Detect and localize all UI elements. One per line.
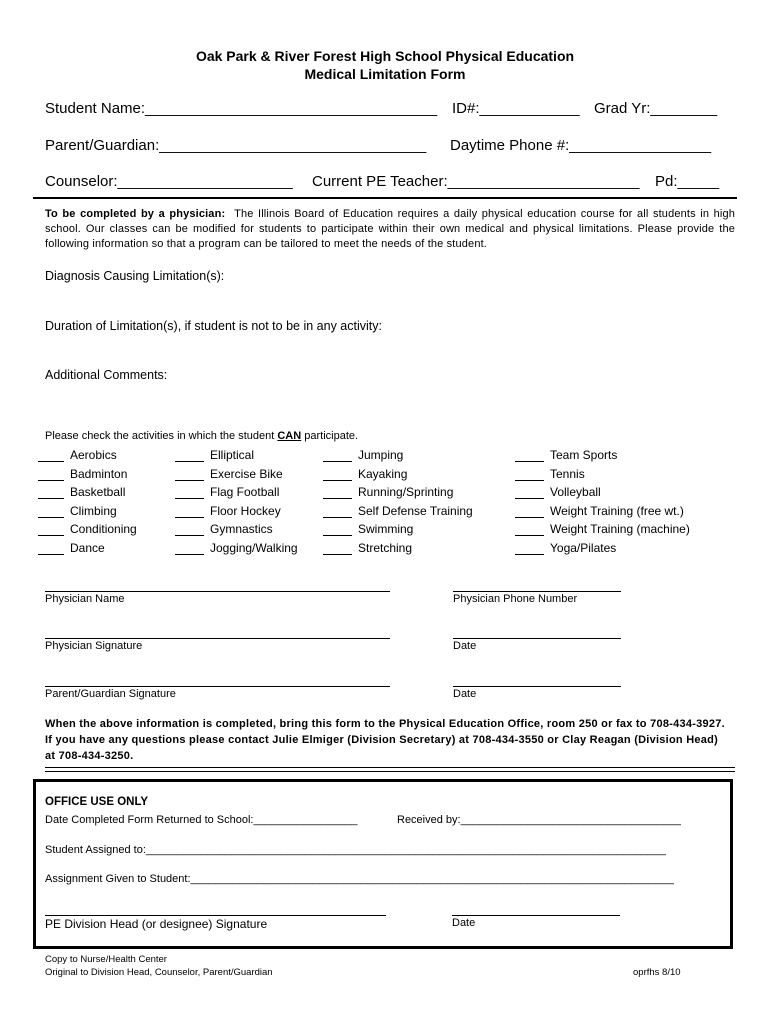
activity-checkbox-line[interactable] xyxy=(38,498,64,499)
copy-line-1: Copy to Nurse/Health Center xyxy=(45,954,167,965)
physician-instructions xyxy=(45,207,735,252)
date-line-2[interactable] xyxy=(453,686,621,687)
activity-checkbox-line[interactable] xyxy=(38,517,64,518)
activity-label: Self Defense Training xyxy=(358,503,473,518)
activity-label: Weight Training (machine) xyxy=(550,522,690,536)
activity-label: Team Sports xyxy=(550,448,618,462)
date-line-1[interactable] xyxy=(453,638,621,639)
activity-checkbox-line[interactable] xyxy=(515,461,544,462)
submission-notice: When the above information is completed, bring this form to the Physical Education Office, room 250 or fax to 708-434-3927. If you have any questions please contact Julie Elmiger (Division Secretary) at 708-434-3550 or Clay Reagan (Division Head) at 708-434-3250. xyxy=(45,718,725,762)
diagnosis-label[interactable]: Diagnosis Causing Limitation(s): xyxy=(45,269,225,283)
division-head-signature-line[interactable] xyxy=(45,915,386,916)
activity-label: Exercise Bike xyxy=(210,466,283,481)
office-date-line[interactable] xyxy=(452,915,620,916)
activity-label: Yoga/Pilates xyxy=(550,540,617,555)
prompt-emphasis: CAN xyxy=(277,430,302,442)
activity-label: Elliptical xyxy=(210,448,255,462)
student-assigned-field[interactable]: Student Assigned to:_____________________________________________________________________________________ xyxy=(45,844,666,856)
section-divider xyxy=(33,197,737,199)
activity-checkbox-line[interactable] xyxy=(323,554,352,555)
date-label-1: Date xyxy=(453,640,477,652)
physician-signature-line[interactable] xyxy=(45,638,390,639)
divider-line-2 xyxy=(45,771,735,772)
activity-checkbox-line[interactable] xyxy=(175,554,204,555)
activity-label: Volleyball xyxy=(550,485,601,499)
copy-line-2: Original to Division Head, Counselor, Parent/Guardian xyxy=(45,967,273,978)
physician-name-line[interactable] xyxy=(45,591,390,592)
activity-checkbox-line[interactable] xyxy=(38,535,64,536)
activity-label: Jumping xyxy=(358,448,404,462)
division-head-signature-label: PE Division Head (or designee) Signature xyxy=(45,917,268,931)
activity-label: Kayaking xyxy=(358,466,408,481)
activity-checkbox-line[interactable] xyxy=(323,535,352,536)
form-title: Oak Park & River Forest High School Physical Education xyxy=(195,48,575,64)
date-label-2: Date xyxy=(453,688,477,700)
grad-year-field[interactable]: Grad Yr:________ xyxy=(594,100,718,117)
comments-label[interactable]: Additional Comments: xyxy=(45,368,168,382)
physician-lead: To be completed by a physician: xyxy=(45,208,226,220)
activity-checkbox-line[interactable] xyxy=(175,461,204,462)
activity-label: Jogging/Walking xyxy=(210,540,298,555)
activity-label: Basketball xyxy=(70,485,126,499)
activity-checkbox-line[interactable] xyxy=(515,517,544,518)
activity-label: Badminton xyxy=(70,466,128,481)
physician-name-label: Physician Name xyxy=(45,593,125,605)
form-code: oprfhs 8/10 xyxy=(633,967,681,978)
activity-label: Aerobics xyxy=(70,448,117,462)
parent-signature-label: Parent/Guardian Signature xyxy=(45,688,176,700)
physician-phone-line[interactable] xyxy=(453,591,621,592)
activity-label: Floor Hockey xyxy=(210,503,281,518)
activity-checkbox-line[interactable] xyxy=(175,498,204,499)
activity-checkbox-line[interactable] xyxy=(175,535,204,536)
duration-label[interactable]: Duration of Limitation(s), if student is not to be in any activity: xyxy=(45,319,382,333)
daytime-phone-field[interactable]: Daytime Phone #:_________________ xyxy=(450,137,712,154)
office-use-heading: OFFICE USE ONLY xyxy=(45,796,149,808)
activity-checkbox-line[interactable] xyxy=(515,554,544,555)
activities-prompt xyxy=(45,430,358,442)
activity-checkbox-line[interactable] xyxy=(515,498,544,499)
form-subtitle: Medical Limitation Form xyxy=(304,66,466,82)
activity-label: Climbing xyxy=(70,503,117,518)
activity-checkbox-line[interactable] xyxy=(38,480,64,481)
activity-label: Tennis xyxy=(550,466,585,481)
assignment-given-field[interactable]: Assignment Given to Student:_______________________________________________________________________________ xyxy=(45,873,674,885)
activity-checkbox-line[interactable] xyxy=(323,461,352,462)
activity-checkbox-line[interactable] xyxy=(175,517,204,518)
office-date-label: Date xyxy=(452,917,476,929)
prompt-before: Please check the activities in which the student xyxy=(45,430,275,442)
physician-phone-label: Physician Phone Number xyxy=(453,593,578,605)
activity-checkbox-line[interactable] xyxy=(175,480,204,481)
counselor-field[interactable]: Counselor:_____________________ xyxy=(45,173,293,190)
parent-guardian-field[interactable]: Parent/Guardian:________________________________ xyxy=(45,137,427,154)
activity-label: Stretching xyxy=(358,540,413,555)
instructions-text: The Illinois Board of Education requires a daily physical education course for all students in high school. Our classes can be modified for students to participate within their own medical and physical limitations. Please provide the following information so that a program can be tailored to meet the needs of the student. xyxy=(45,208,735,250)
received-by-field[interactable]: Received by:____________________________________ xyxy=(397,814,681,826)
activity-label: Swimming xyxy=(358,522,414,536)
period-field[interactable]: Pd:_____ xyxy=(655,173,720,190)
divider-line-1 xyxy=(45,767,735,768)
pe-teacher-field[interactable]: Current PE Teacher:_______________________ xyxy=(312,173,640,190)
activity-label: Conditioning xyxy=(70,522,137,536)
parent-signature-line[interactable] xyxy=(45,686,390,687)
physician-signature-label: Physician Signature xyxy=(45,640,143,652)
activity-checkbox-line[interactable] xyxy=(515,535,544,536)
activity-label: Flag Football xyxy=(210,485,280,499)
activity-label: Running/Sprinting xyxy=(358,485,454,499)
activity-label: Dance xyxy=(70,540,105,555)
id-field[interactable]: ID#:____________ xyxy=(452,100,580,117)
activity-checkbox-line[interactable] xyxy=(38,461,64,462)
activity-checkbox-line[interactable] xyxy=(38,554,64,555)
activity-checkbox-line[interactable] xyxy=(323,498,352,499)
prompt-after: participate. xyxy=(304,430,359,442)
activity-label: Gymnastics xyxy=(210,522,273,536)
activity-checkbox-line[interactable] xyxy=(323,480,352,481)
activity-label: Weight Training (free wt.) xyxy=(550,503,684,518)
activity-checkbox-line[interactable] xyxy=(323,517,352,518)
date-completed-field[interactable]: Date Completed Form Returned to School:_________________ xyxy=(45,814,358,826)
student-name-field[interactable]: Student Name:___________________________________ xyxy=(45,100,438,117)
activity-checkbox-line[interactable] xyxy=(515,480,544,481)
